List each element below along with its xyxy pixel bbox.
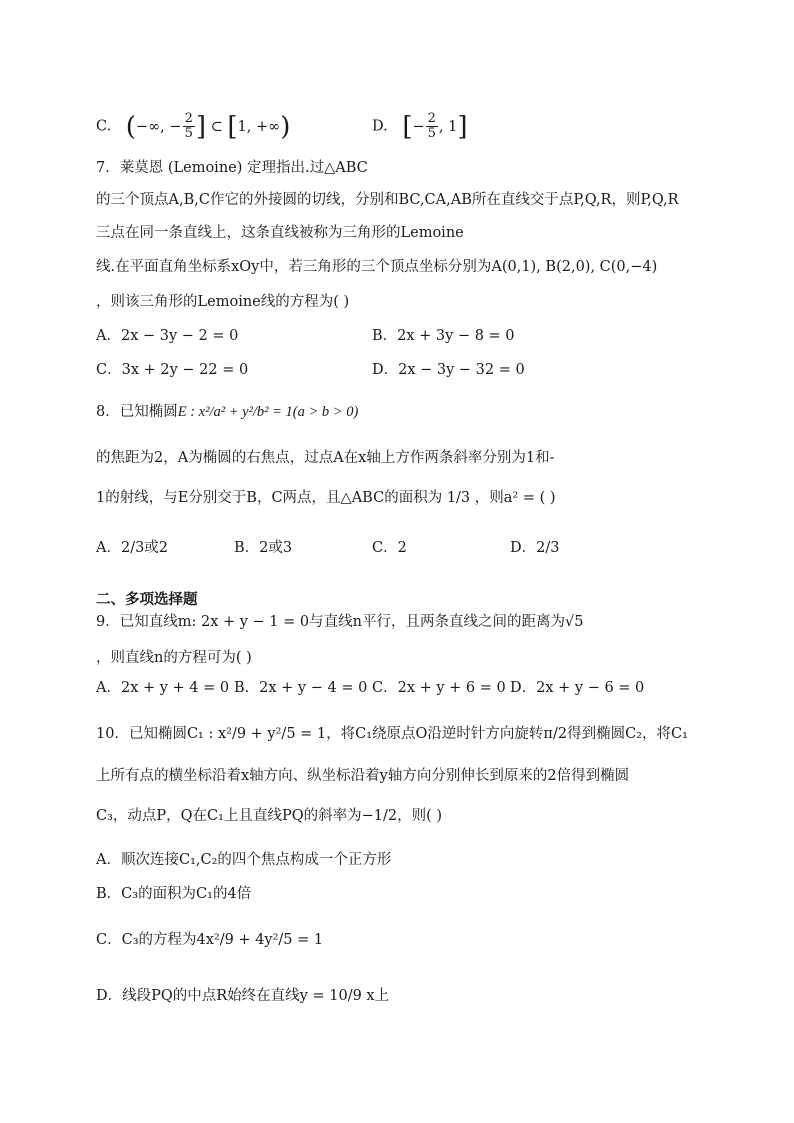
option-label: D. [372, 118, 388, 135]
q8-option-c: C．2 [372, 540, 407, 556]
q10-line1: 10．已知椭圆C₁ : x²/9 + y²/5 = 1，将C₁绕原点O沿逆时针方向旋转π/2得到椭圆C₂，将C₁ [96, 726, 688, 742]
q10-line3: C₃，动点P，Q在C₁上且直线PQ的斜率为−1/2，则( ) [96, 808, 443, 824]
q9-option-c: C．2x + y + 6 = 0 [372, 680, 506, 696]
q9-line1: 9．已知直线m: 2x + y − 1 = 0与直线n平行，且两条直线之间的距离为√5 [96, 614, 584, 630]
q8-option-b: B．2或3 [234, 540, 293, 556]
q6-option-c [96, 112, 290, 141]
q7-line4: 线.在平面直角坐标系xOy中，若三角形的三个顶点坐标分别为A(0,1), B(2,0), C(0,−4) [96, 259, 658, 275]
q7-line1: 7．莱莫恩 (Lemoine) 定理指出.过△ABC [96, 160, 368, 176]
q10-option-a: A．顺次连接C₁,C₂的四个焦点构成一个正方形 [96, 852, 392, 868]
q8-line3 [96, 488, 556, 508]
q9-line2: ，则直线n的方程可为( ) [96, 650, 252, 666]
q8-option-d: D．2/3 [510, 540, 560, 556]
q8-line1-prefix: 8．已知椭圆 [96, 404, 178, 420]
q7-line2: 的三个顶点A,B,C作它的外接圆的切线，分别和BC,CA,AB所在直线交于点P,Q,R，则P,Q,R [96, 192, 679, 208]
q6-option-d [372, 112, 468, 141]
q8-line3-prefix: 1的射线，与E分别交于B，C两点，且△ABC的面积为 [96, 490, 443, 506]
q8-line1 [96, 402, 358, 422]
q8-ellipse-equation: E : x²/a² + y²/b² = 1(a > b > 0) [177, 404, 359, 420]
q10-option-d: D．线段PQ的中点R始终在直线y = 10/9 x上 [96, 988, 390, 1004]
q9-option-a: A．2x + y + 4 = 0 [96, 680, 230, 696]
q6-option-d-math: [− $\frac{2}{5}$ , 1] [402, 111, 468, 142]
q7-option-b: B．2x + 3y − 8 = 0 [372, 328, 515, 344]
q8-line2: 的焦距为2，A为椭圆的右焦点，过点A在x轴上方作两条斜率分别为1和- [96, 450, 555, 466]
q8-area-fraction: 1/3 [446, 490, 471, 506]
q8-option-a: A．2/3或2 [96, 540, 169, 556]
q6-option-c-math: (−∞, − $\frac{2}{5}$ ] ⊂ [1, +∞) [125, 111, 291, 142]
q7-option-c: C．3x + 2y − 22 = 0 [96, 362, 249, 378]
q8-line3-suffix: ，则a² = ( ) [474, 490, 556, 506]
q7-option-d: D．2x − 3y − 32 = 0 [372, 362, 525, 378]
q7-line5: ，则该三角形的Lemoine线的方程为( ) [96, 294, 350, 310]
q7-line3: 三点在同一条直线上，这条直线被称为三角形的Lemoine [96, 225, 464, 241]
option-label: C. [96, 118, 112, 135]
q10-line2: 上所有点的横坐标沿着x轴方向、纵坐标沿着y轴方向分别伸长到原来的2倍得到椭圆 [96, 768, 630, 784]
q9-option-d: D．2x + y − 6 = 0 [510, 680, 645, 696]
q7-option-a: A．2x − 3y − 2 = 0 [96, 328, 239, 344]
section-title: 二、多项选择题 [96, 592, 198, 608]
q9-option-b: B．2x + y − 4 = 0 [234, 680, 368, 696]
q10-option-c: C．C₃的方程为4x²/9 + 4y²/5 = 1 [96, 932, 324, 948]
q10-option-b: B．C₃的面积为C₁的4倍 [96, 886, 252, 902]
